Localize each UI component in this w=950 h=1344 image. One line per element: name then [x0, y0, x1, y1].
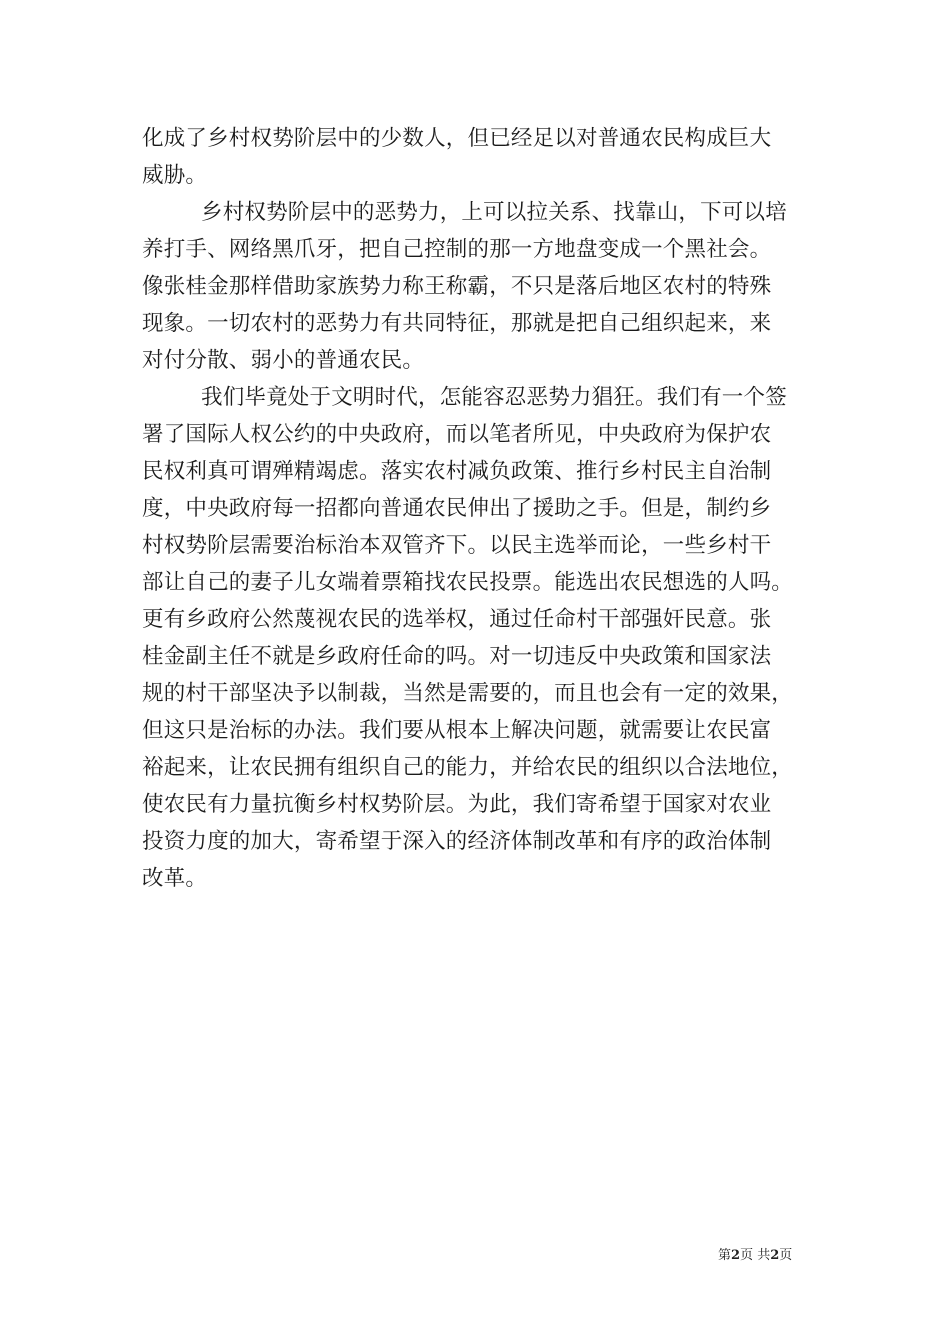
text-line: 威胁。 — [142, 163, 208, 188]
footer-suffix: 页 — [779, 1248, 793, 1263]
text-line: 化成了乡村权势阶层中的少数人，但已经足以对普通农民构成巨大 — [142, 126, 772, 151]
paragraph — [142, 379, 810, 897]
footer-middle: 页 共 — [740, 1248, 771, 1263]
paragraph — [142, 194, 810, 379]
text-line: 像张桂金那样借助家族势力称王称霸，不只是落后地区农村的特殊 — [142, 274, 772, 299]
document-body — [142, 120, 810, 897]
text-line: 署了国际人权公约的中央政府，而以笔者所见，中央政府为保护农 — [142, 422, 772, 447]
footer-current-page: 2 — [731, 1248, 741, 1263]
text-line: 民权利真可谓殚精竭虑。落实农村减负政策、推行乡村民主自治制 — [142, 459, 772, 484]
text-line: 桂金副主任不就是乡政府任命的吗。对一切违反中央政策和国家法 — [142, 644, 772, 669]
text-line: 更有乡政府公然蔑视农民的选举权，通过任命村干部强奸民意。张 — [142, 607, 772, 632]
text-line: 但这只是治标的办法。我们要从根本上解决问题，就需要让农民富 — [142, 718, 772, 743]
paragraph — [142, 120, 810, 194]
text-line: 村权势阶层需要治标治本双管齐下。以民主选举而论，一些乡村干 — [142, 533, 772, 558]
text-line: 使农民有力量抗衡乡村权势阶层。为此，我们寄希望于国家对农业 — [142, 792, 772, 817]
footer-prefix: 第 — [718, 1248, 732, 1263]
page-footer — [718, 1247, 792, 1265]
text-line: 投资力度的加大，寄希望于深入的经济体制改革和有序的政治体制 — [142, 829, 772, 854]
text-line: 养打手、网络黑爪牙，把自己控制的那一方地盘变成一个黑社会。 — [142, 237, 772, 262]
text-line: 对付分散、弱小的普通农民。 — [142, 348, 425, 373]
footer-total-pages: 2 — [770, 1248, 780, 1263]
text-line: 裕起来，让农民拥有组织自己的能力，并给农民的组织以合法地位， — [142, 755, 794, 780]
text-line: 乡村权势阶层中的恶势力，上可以拉关系、找靠山，下可以培 — [201, 200, 787, 225]
text-line: 现象。一切农村的恶势力有共同特征，那就是把自己组织起来，来 — [142, 311, 772, 336]
text-line: 部让自己的妻子儿女端着票箱找农民投票。能选出农民想选的人吗。 — [142, 570, 794, 595]
text-line: 度，中央政府每一招都向普通农民伸出了援助之手。但是，制约乡 — [142, 496, 772, 521]
text-line: 改革。 — [142, 866, 208, 891]
text-line: 规的村干部坚决予以制裁，当然是需要的，而且也会有一定的效果， — [142, 681, 794, 706]
text-line: 我们毕竟处于文明时代，怎能容忍恶势力猖狂。我们有一个签 — [201, 385, 787, 410]
